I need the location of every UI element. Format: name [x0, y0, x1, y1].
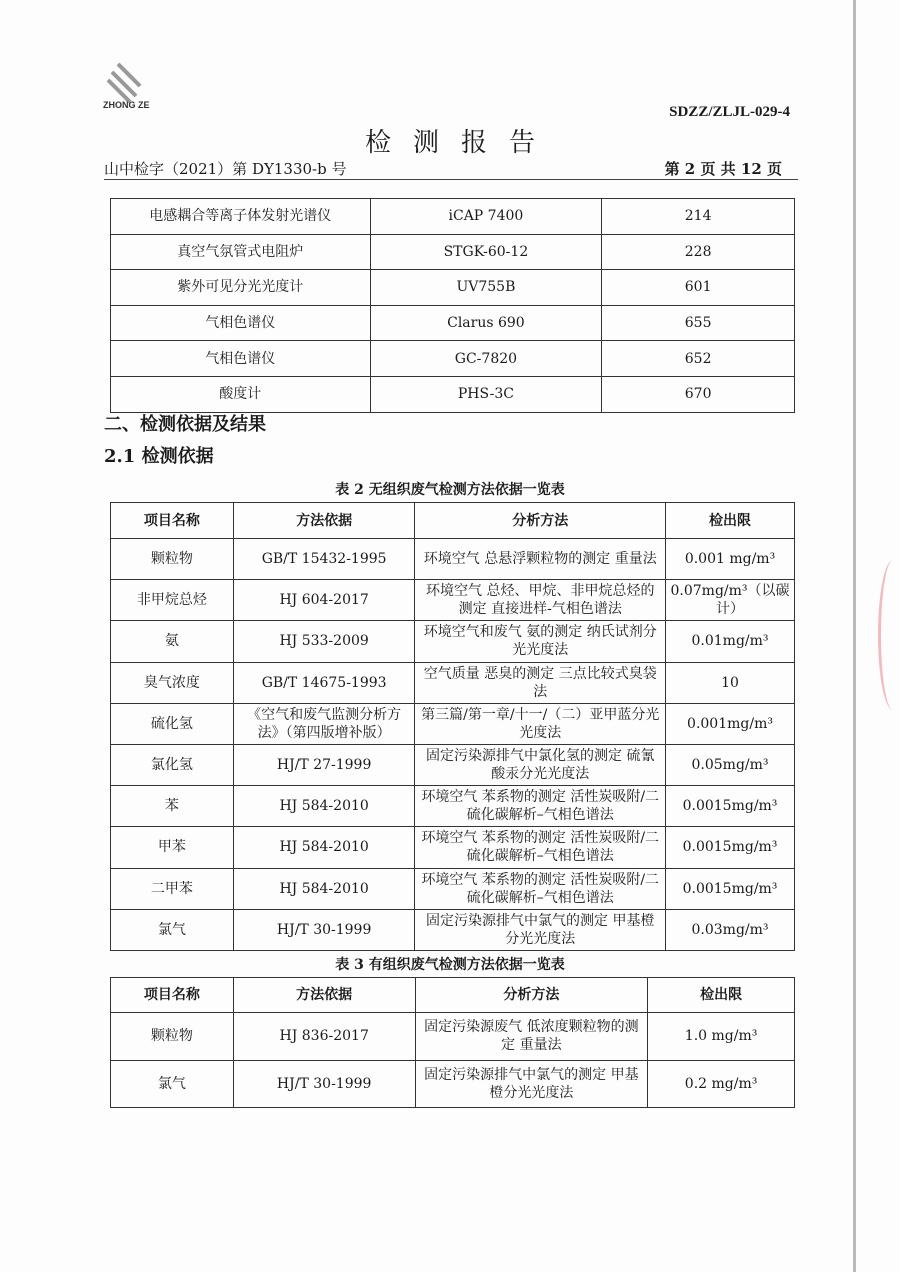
- table-cell: 气相色谱仪: [111, 305, 371, 341]
- table-cell: 酸度计: [111, 376, 371, 412]
- table-cell: STGK-60-12: [370, 234, 602, 270]
- table-cell: 第三篇/第一章/十一/（二）亚甲蓝分光光度法: [415, 703, 666, 744]
- table-cell: HJ 836-2017: [233, 1013, 415, 1061]
- table-cell: 0.03mg/m³: [666, 909, 795, 950]
- table-cell: Clarus 690: [370, 305, 602, 341]
- table-cell: 《空气和废气监测分析方法》（第四版增补版）: [233, 703, 415, 744]
- table-cell: 环境空气 总悬浮颗粒物的测定 重量法: [415, 539, 666, 580]
- table-cell: 臭气浓度: [111, 662, 234, 703]
- table-row: [111, 539, 795, 580]
- table-row: [111, 786, 795, 827]
- document-code: SDZZ/ZLJL-029-4: [669, 104, 790, 120]
- table-cell: 固定污染源废气 低浓度颗粒物的测定 重量法: [415, 1013, 648, 1061]
- table-cell: GB/T 14675-1993: [233, 662, 415, 703]
- table-cell: GC-7820: [370, 341, 602, 377]
- table-cell: 二甲苯: [111, 868, 234, 909]
- table-cell: HJ 533-2009: [233, 621, 415, 662]
- table-cell: 环境空气 苯系物的测定 活性炭吸附/二硫化碳解析–气相色谱法: [415, 827, 666, 868]
- column-header: 方法依据: [233, 503, 415, 539]
- table-cell: UV755B: [370, 270, 602, 306]
- report-number: 山中检字（2021）第 DY1330-b 号: [104, 160, 347, 178]
- table-cell: 0.0015mg/m³: [666, 786, 795, 827]
- column-header: 分析方法: [415, 978, 648, 1013]
- table-cell: 1.0 mg/m³: [648, 1013, 795, 1061]
- table-cell: 10: [666, 662, 795, 703]
- table-cell: 0.07mg/m³（以碳计）: [666, 580, 795, 621]
- table-row: [111, 909, 795, 950]
- table-cell: 甲苯: [111, 827, 234, 868]
- header-divider: [104, 179, 798, 180]
- table-cell: HJ 584-2010: [233, 868, 415, 909]
- table-cell: 电感耦合等离子体发射光谱仪: [111, 199, 371, 235]
- table-row: [111, 868, 795, 909]
- column-header: 方法依据: [233, 978, 415, 1013]
- table-row: [111, 199, 795, 235]
- table-cell: 652: [602, 341, 795, 377]
- table-cell: 0.0015mg/m³: [666, 827, 795, 868]
- section-heading: 二、检测依据及结果: [104, 414, 266, 435]
- table-cell: 0.2 mg/m³: [648, 1060, 795, 1108]
- table-cell: 氨: [111, 621, 234, 662]
- table-cell: 非甲烷总烃: [111, 580, 234, 621]
- table-cell: 环境空气 苯系物的测定 活性炭吸附/二硫化碳解析–气相色谱法: [415, 786, 666, 827]
- table-cell: HJ/T 27-1999: [233, 744, 415, 785]
- table-row: [111, 305, 795, 341]
- table-cell: 0.0015mg/m³: [666, 868, 795, 909]
- table-cell: HJ/T 30-1999: [233, 1060, 415, 1108]
- table-cell: HJ/T 30-1999: [233, 909, 415, 950]
- page-info: 第 2 页 共 12 页: [664, 160, 782, 178]
- table-cell: 颗粒物: [111, 539, 234, 580]
- table-cell: iCAP 7400: [370, 199, 602, 235]
- logo-text: ZHONG ZE: [103, 100, 150, 110]
- table-row: [111, 827, 795, 868]
- table-row: [111, 621, 795, 662]
- table-cell: 0.01mg/m³: [666, 621, 795, 662]
- table-header-row: [111, 978, 795, 1013]
- table-cell: 环境空气 苯系物的测定 活性炭吸附/二硫化碳解析–气相色谱法: [415, 868, 666, 909]
- table-cell: 氯气: [111, 1060, 234, 1108]
- table-cell: 228: [602, 234, 795, 270]
- table-row: [111, 744, 795, 785]
- column-header: 分析方法: [415, 503, 666, 539]
- table-cell: 0.001mg/m³: [666, 703, 795, 744]
- table-cell: 环境空气和废气 氨的测定 纳氏试剂分光光度法: [415, 621, 666, 662]
- organized-gas-method-table: [110, 977, 795, 1108]
- table-cell: 苯: [111, 786, 234, 827]
- table-cell: 0.001 mg/m³: [666, 539, 795, 580]
- table-cell: 颗粒物: [111, 1013, 234, 1061]
- instrument-table: [110, 198, 795, 413]
- table-row: [111, 703, 795, 744]
- table-cell: HJ 604-2017: [233, 580, 415, 621]
- column-header: 项目名称: [111, 978, 234, 1013]
- table-cell: GB/T 15432-1995: [233, 539, 415, 580]
- table-cell: 601: [602, 270, 795, 306]
- subsection-heading: 2.1 检测依据: [104, 446, 214, 467]
- table-cell: 固定污染源排气中氯气的测定 甲基橙分光光度法: [415, 909, 666, 950]
- table2-caption: 表 2 无组织废气检测方法依据一览表: [335, 482, 565, 498]
- table-cell: 真空气氛管式电阻炉: [111, 234, 371, 270]
- table-row: [111, 270, 795, 306]
- column-header: 检出限: [648, 978, 795, 1013]
- table-cell: 气相色谱仪: [111, 341, 371, 377]
- table-cell: 环境空气 总烃、甲烷、非甲烷总烃的测定 直接进样-气相色谱法: [415, 580, 666, 621]
- table-cell: 670: [602, 376, 795, 412]
- table-cell: HJ 584-2010: [233, 786, 415, 827]
- table-cell: 0.05mg/m³: [666, 744, 795, 785]
- table-cell: 固定污染源排气中氯化氢的测定 硫氰酸汞分光光度法: [415, 744, 666, 785]
- table-cell: 氯化氢: [111, 744, 234, 785]
- table-row: [111, 580, 795, 621]
- table-row: [111, 234, 795, 270]
- table-row: [111, 376, 795, 412]
- table-cell: HJ 584-2010: [233, 827, 415, 868]
- table-cell: 固定污染源排气中氯气的测定 甲基橙分光光度法: [415, 1060, 648, 1108]
- zhongze-logo: [100, 62, 160, 122]
- table-row: [111, 1013, 795, 1061]
- table-row: [111, 1060, 795, 1108]
- page-title: 检测报告: [364, 128, 557, 158]
- table-cell: 硫化氢: [111, 703, 234, 744]
- table-cell: 空气质量 恶臭的测定 三点比较式臭袋法: [415, 662, 666, 703]
- table-cell: 655: [602, 305, 795, 341]
- table-row: [111, 341, 795, 377]
- column-header: 检出限: [666, 503, 795, 539]
- table-cell: PHS-3C: [370, 376, 602, 412]
- table-cell: 氯气: [111, 909, 234, 950]
- red-seal-stamp: [878, 560, 900, 710]
- table-cell: 214: [602, 199, 795, 235]
- table-row: [111, 662, 795, 703]
- table3-caption: 表 3 有组织废气检测方法依据一览表: [335, 957, 565, 973]
- scan-edge: [853, 0, 856, 1272]
- table-cell: 紫外可见分光光度计: [111, 270, 371, 306]
- column-header: 项目名称: [111, 503, 234, 539]
- table-header-row: [111, 503, 795, 539]
- fugitive-gas-method-table: [110, 502, 795, 951]
